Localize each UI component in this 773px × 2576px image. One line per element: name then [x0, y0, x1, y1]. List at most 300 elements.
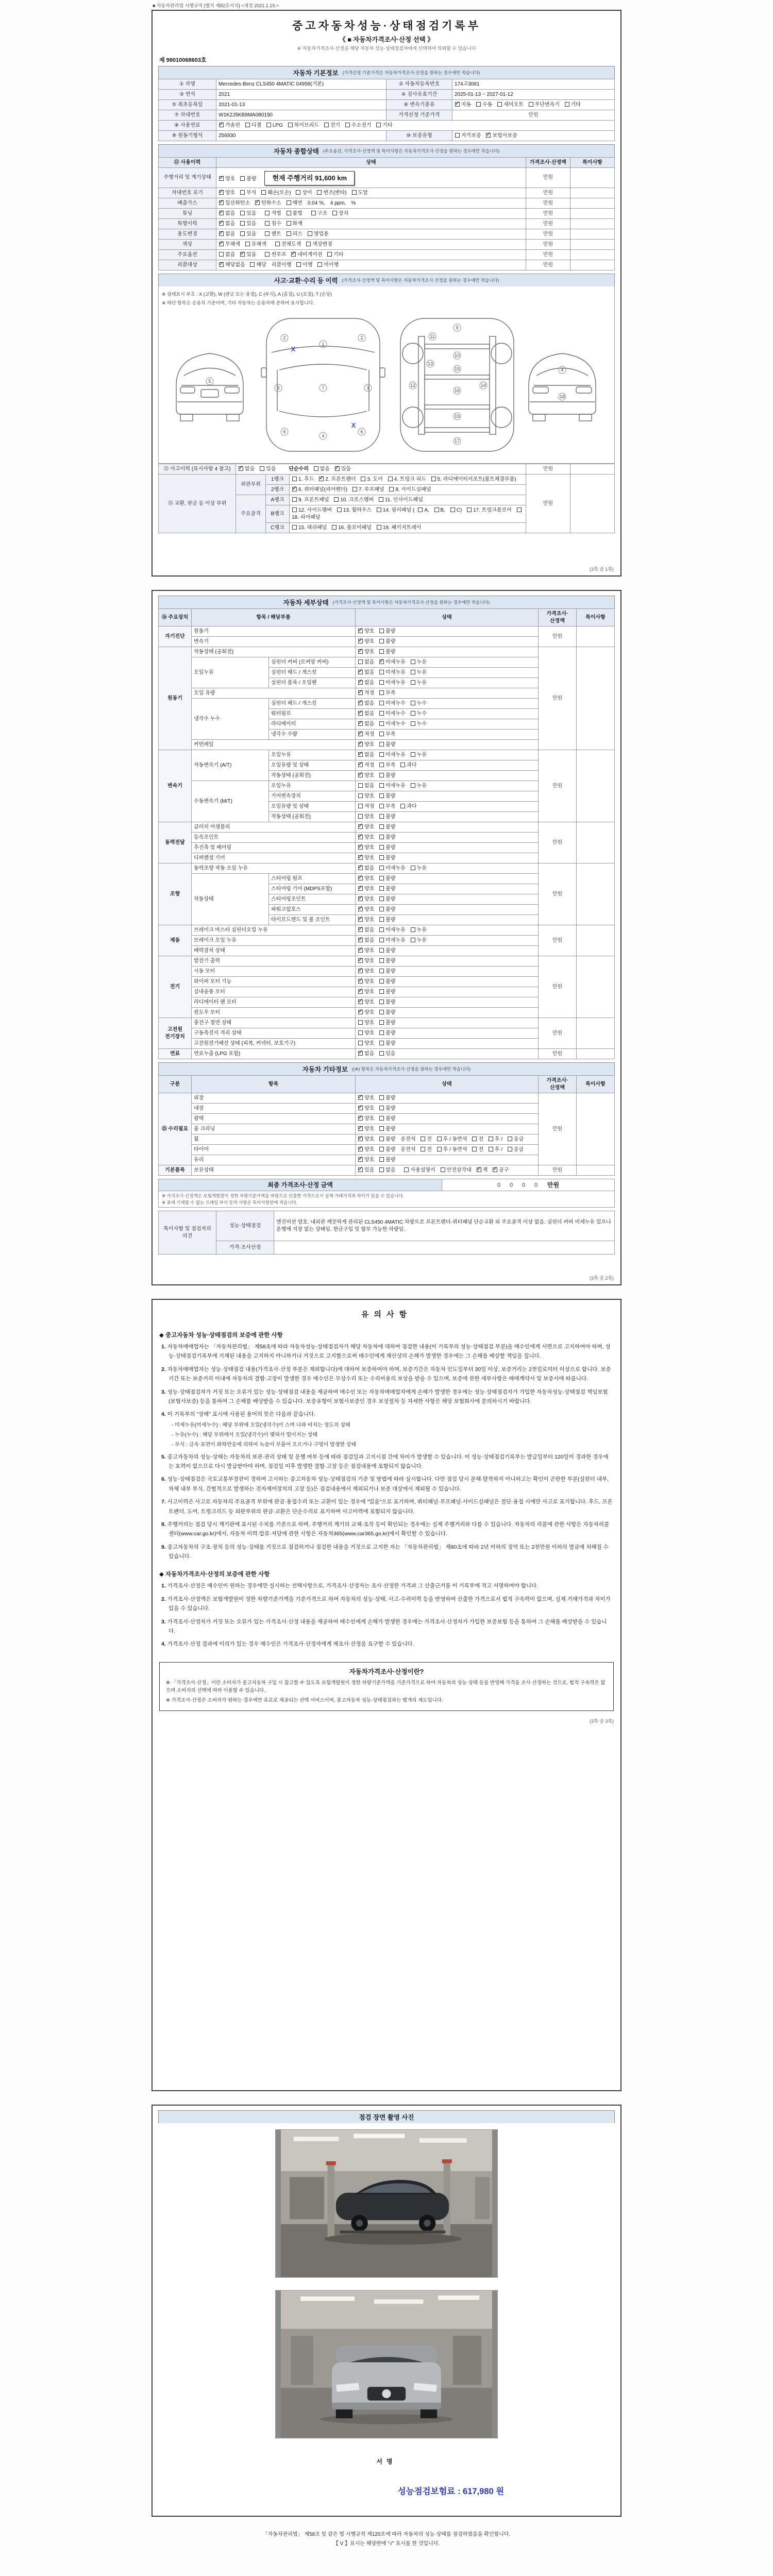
checkbox-unchecked[interactable] — [266, 123, 271, 127]
checkbox-unchecked[interactable] — [358, 814, 363, 819]
checkbox-unchecked[interactable] — [265, 231, 270, 236]
checkbox-unchecked[interactable] — [292, 507, 297, 512]
checkbox-checked[interactable] — [358, 999, 363, 1004]
checkbox-unchecked[interactable] — [411, 938, 415, 942]
checkbox-unchecked[interactable] — [379, 896, 384, 901]
checkbox-checked[interactable] — [358, 1116, 363, 1121]
checkbox-unchecked[interactable] — [250, 262, 255, 267]
svg-text:5: 5 — [208, 379, 211, 384]
car-name-label: ① 차명 — [159, 79, 216, 90]
checkbox-unchecked[interactable] — [292, 525, 297, 530]
status-cell: ✓ 양호 불량 — [356, 915, 539, 925]
checkbox-checked[interactable] — [358, 969, 363, 973]
checkbox-checked[interactable] — [358, 649, 363, 654]
checkbox-checked[interactable] — [292, 487, 297, 492]
checkbox-checked[interactable] — [219, 231, 224, 236]
checkbox-unchecked[interactable] — [411, 711, 415, 716]
checkbox-unchecked[interactable] — [358, 783, 363, 788]
checkbox-checked[interactable] — [219, 200, 224, 205]
page-marker: (3쪽 중 3쪽) — [589, 1718, 614, 1724]
inspection-photo-front — [275, 2290, 498, 2438]
rankA-items: 9. 프론트패널 10. 크로스멤버 11. 인사이드패널 — [290, 495, 526, 505]
checkbox-unchecked[interactable] — [265, 211, 270, 215]
checkbox-unchecked[interactable] — [455, 133, 460, 138]
checkbox-checked[interactable] — [291, 252, 296, 257]
note-cell — [577, 822, 615, 863]
checkbox-unchecked[interactable] — [376, 123, 381, 127]
note-text: 중고자동차의 구조·장치 등의 성능·상태를 거짓으로 점검하거나 점검한 내용을 거짓으로 고지한 자는 「자동차관리법」 제80조에 따라 2년 이하의 징역 또는 2천만원 이하의 벌금에 처해질 수 있습니다. — [167, 1544, 609, 1560]
notes-section1-title: ◆ 중고자동차 성능·상태점검의 보증에 관한 사항 — [159, 1332, 283, 1338]
opinion-table — [158, 1211, 615, 1255]
checkbox-unchecked[interactable] — [275, 242, 280, 246]
checkbox-unchecked[interactable] — [379, 907, 384, 911]
checkbox-checked[interactable] — [455, 102, 460, 107]
checkbox-unchecked[interactable] — [219, 252, 224, 257]
note-item: 4. 가격조사·산정 결과에 이의가 있는 경우 매수인은 가격조사·산정자에게 재조사·산정을 요구할 수 있습니다. — [161, 1641, 414, 1648]
checkbox-unchecked[interactable] — [379, 773, 384, 777]
checkbox-unchecked[interactable] — [240, 190, 245, 195]
checkbox-checked[interactable] — [219, 211, 224, 215]
checkbox-unchecked[interactable] — [311, 211, 316, 215]
item-label: 보유상태 — [192, 1165, 356, 1176]
checkbox-unchecked[interactable] — [379, 1167, 384, 1172]
checkbox-unchecked[interactable] — [411, 680, 415, 685]
svg-text:12: 12 — [410, 383, 416, 388]
checkbox-unchecked[interactable] — [379, 649, 384, 654]
checkbox-unchecked[interactable] — [327, 252, 332, 257]
checkbox-unchecked[interactable] — [379, 845, 384, 850]
base-price-label: 가격산정 기준가격 — [386, 110, 452, 121]
checkbox-checked[interactable] — [493, 1167, 497, 1172]
checkbox-unchecked[interactable] — [379, 1051, 384, 1056]
checkbox-unchecked[interactable] — [379, 1041, 384, 1045]
checkbox-unchecked[interactable] — [379, 701, 384, 705]
checkbox-checked[interactable] — [219, 221, 224, 226]
checkbox-unchecked[interactable] — [489, 1147, 493, 1151]
checkbox-checked[interactable] — [358, 958, 363, 963]
price-cell: 만원 — [539, 647, 577, 750]
checkbox-unchecked[interactable] — [411, 670, 415, 674]
checkbox-checked[interactable] — [358, 670, 363, 674]
checkbox-unchecked[interactable] — [411, 927, 415, 932]
checkbox-unchecked[interactable] — [377, 507, 381, 512]
checkbox-unchecked[interactable] — [260, 466, 264, 471]
svg-text:18: 18 — [559, 394, 565, 400]
page-marker: (3쪽 중 1쪽) — [589, 567, 614, 572]
checkbox-unchecked[interactable] — [379, 886, 384, 891]
checkbox-unchecked[interactable] — [450, 507, 455, 512]
item-label: 디퍼렌셜 기어 — [192, 853, 356, 863]
checkbox-checked[interactable] — [358, 1157, 363, 1162]
checkbox-unchecked[interactable] — [379, 711, 384, 716]
checkbox-unchecked[interactable] — [476, 102, 481, 107]
note-cell — [570, 188, 615, 198]
item-label: 배력장치 상태 — [192, 946, 356, 956]
checkbox-unchecked[interactable] — [411, 659, 415, 664]
col-device: ⑭ 주요장치 — [159, 609, 192, 626]
device-row — [159, 626, 615, 637]
status-cell: ✓ 없음 미세누수 누수 — [356, 699, 539, 709]
status-cell: ✓ 적정 부족 과다 — [356, 760, 539, 771]
checkbox-checked[interactable] — [219, 176, 224, 181]
checkbox-checked[interactable] — [240, 252, 245, 257]
subitem-label: 오일누유 — [269, 750, 356, 760]
checkbox-unchecked[interactable] — [352, 487, 357, 492]
status-cell: ✓ 양호 불량 — [356, 1114, 539, 1124]
checkbox-unchecked[interactable] — [508, 1137, 512, 1141]
checkbox-unchecked[interactable] — [421, 1137, 425, 1141]
device-row — [159, 822, 615, 833]
checkbox-checked[interactable] — [358, 701, 363, 705]
checkbox-unchecked[interactable] — [332, 211, 337, 215]
checkbox-unchecked[interactable] — [379, 793, 384, 798]
item-label: 내장 — [192, 1104, 356, 1114]
subitem-label: 냉각수 수량 — [269, 730, 356, 740]
item-label: 연료누출 (LPG 포함) — [192, 1049, 356, 1059]
checkbox-checked[interactable] — [219, 262, 224, 267]
checkbox-unchecked[interactable] — [317, 190, 322, 195]
checkbox-unchecked[interactable] — [288, 123, 293, 127]
item-label: 실내송풍 모터 — [192, 987, 356, 997]
item-label: 브레이크 오일 누유 — [192, 936, 356, 946]
note-text: 이 기록부의 "상태" 표시에 사용된 용어의 뜻은 다음과 같습니다. — [167, 1411, 316, 1418]
checkbox-unchecked[interactable] — [421, 1147, 425, 1151]
checkbox-unchecked[interactable] — [324, 123, 329, 127]
inspection-photo-lift — [275, 2129, 498, 2278]
overall-row — [159, 188, 615, 198]
checkbox-unchecked[interactable] — [358, 1020, 363, 1025]
checkbox-unchecked[interactable] — [337, 507, 342, 512]
svg-text:15: 15 — [454, 366, 460, 372]
checkbox-unchecked[interactable] — [240, 221, 245, 226]
checkbox-checked[interactable] — [358, 855, 363, 860]
note-item: 3. 가격조사·산정자가 거짓 또는 오류가 있는 가격조사·산정 내용을 제공하여 매수인에게 손해가 발생한 경우에는 가격조사·산정자가 가입한 보증보험 등을 통하여 그 손해를 배상받을 수 있습니다. — [161, 1618, 607, 1634]
checkbox-checked[interactable] — [358, 917, 363, 922]
checkbox-unchecked[interactable] — [441, 1167, 445, 1172]
checkbox-unchecked[interactable] — [379, 721, 384, 726]
checkbox-unchecked[interactable] — [411, 752, 415, 757]
checkbox-unchecked[interactable] — [489, 1137, 493, 1141]
checkbox-unchecked[interactable] — [472, 1137, 477, 1141]
checkbox-checked[interactable] — [358, 886, 363, 891]
checkbox-unchecked[interactable] — [292, 497, 297, 502]
col-price: 가격조사·산정액 — [526, 158, 570, 168]
checkbox-unchecked[interactable] — [240, 211, 245, 215]
checkbox-checked[interactable] — [219, 242, 224, 246]
device-row — [159, 1049, 615, 1059]
checkbox-checked[interactable] — [358, 979, 363, 984]
col-price: 가격조사·산정액 — [539, 1076, 577, 1093]
checkbox-unchecked[interactable] — [379, 732, 384, 736]
checkbox-unchecked[interactable] — [517, 507, 522, 512]
checkbox-unchecked[interactable] — [377, 525, 381, 530]
vin-value: W1K2J5KB9MA080190 — [216, 110, 386, 121]
checkbox-unchecked[interactable] — [379, 1030, 384, 1035]
checkbox-unchecked[interactable] — [287, 221, 291, 226]
checkbox-unchecked[interactable] — [358, 1030, 363, 1035]
checkbox-unchecked[interactable] — [379, 783, 384, 788]
checkbox-checked[interactable] — [379, 659, 384, 664]
checkbox-unchecked[interactable] — [358, 793, 363, 798]
checkbox-unchecked[interactable] — [497, 102, 502, 107]
checkbox-checked[interactable] — [358, 1126, 363, 1131]
checkbox-unchecked[interactable] — [379, 989, 384, 994]
checkbox-unchecked[interactable] — [379, 824, 384, 829]
checkbox-checked[interactable] — [358, 690, 363, 695]
svg-text:7: 7 — [322, 385, 325, 391]
subitem-label: 파워고압호스 — [269, 905, 356, 915]
checkbox-checked[interactable] — [335, 466, 340, 471]
status-cell: ✓ 있음 없음 사용설명서 안전삼각대 ✓잭 ✓공구 — [356, 1165, 539, 1176]
checkbox-unchecked[interactable] — [400, 804, 405, 808]
status-cell: 양호 불량 — [356, 812, 539, 822]
checkbox-unchecked[interactable] — [240, 231, 245, 236]
checkbox-unchecked[interactable] — [379, 866, 384, 870]
checkbox-checked[interactable] — [358, 1051, 363, 1056]
checkbox-unchecked[interactable] — [431, 477, 436, 481]
checkbox-unchecked[interactable] — [379, 1095, 384, 1100]
checkbox-unchecked[interactable] — [240, 176, 245, 181]
checkbox-unchecked[interactable] — [565, 102, 569, 107]
checkbox-unchecked[interactable] — [437, 1147, 442, 1151]
checkbox-checked[interactable] — [358, 639, 363, 643]
checkbox-checked[interactable] — [358, 773, 363, 777]
overall-note: (주요옵션, 가격조사·산정액 및 특이사항은 자동차가격조사·산정을 원하는 경우에만 적습니다) — [323, 148, 500, 154]
checkbox-checked[interactable] — [486, 133, 491, 138]
checkbox-checked[interactable] — [358, 876, 363, 880]
document — [152, 0, 621, 2548]
checkbox-unchecked[interactable] — [379, 1157, 384, 1162]
checkbox-checked[interactable] — [358, 762, 363, 767]
opinion-row1-label: 성능·상태점검 — [216, 1211, 274, 1241]
status-cell: ✓ 없음 미세누유 누유 — [356, 750, 539, 760]
status-cell: ✓ 양호 불량 — [356, 1104, 539, 1114]
price-cell: 만원 — [539, 956, 577, 1018]
checkbox-unchecked[interactable] — [358, 659, 363, 664]
checkbox-unchecked[interactable] — [379, 752, 384, 757]
checkbox-unchecked[interactable] — [265, 252, 270, 257]
checkbox-unchecked[interactable] — [411, 866, 415, 870]
checkbox-unchecked[interactable] — [334, 497, 339, 502]
inspection-insurance-fee — [223, 2484, 679, 2497]
note-item: 5. 중고자동차의 성능·상태는 자동차의 보관·관리 상태 및 운행 여부 등에 따라 점검일과 고지시점 간에 차이가 발생할 수 있습니다. 이 성능·상태점검기록부는 발급일부터 120일이 경과한 경우에는 효력이 없으므로 다시 발급받아야 하며, 점검일 이후 발생한 결함·고장 등은 점검내용에 포함되지 않습니다. — [161, 1453, 609, 1469]
checkbox-unchecked[interactable] — [379, 680, 384, 685]
item-label: 커먼레일 — [192, 740, 356, 750]
checkbox-unchecked[interactable] — [287, 200, 291, 205]
checkbox-unchecked[interactable] — [287, 211, 291, 215]
checkbox-unchecked[interactable] — [418, 507, 423, 512]
checkbox-unchecked[interactable] — [379, 876, 384, 880]
checkbox-unchecked[interactable] — [529, 102, 533, 107]
checkbox-unchecked[interactable] — [379, 979, 384, 984]
checkbox-unchecked[interactable] — [379, 958, 384, 963]
checkbox-unchecked[interactable] — [379, 670, 384, 674]
subitem-label: 실린더 커버 (로커암 커버) — [269, 657, 356, 668]
checkbox-checked[interactable] — [358, 948, 363, 953]
checkbox-unchecked[interactable] — [400, 762, 405, 767]
checkbox-unchecked[interactable] — [379, 938, 384, 942]
item-label: 작동상태 (공회전) — [192, 647, 356, 657]
item-label: 동력조향 작동 오일 누유 — [192, 863, 356, 874]
checkbox-unchecked[interactable] — [404, 1167, 409, 1172]
checkbox-unchecked[interactable] — [379, 917, 384, 922]
checkbox-unchecked[interactable] — [358, 1041, 363, 1045]
item-label: 오일누유 — [192, 657, 269, 688]
page-subtitle: 《 ■ 자동차가격조사·산정 선택 》 — [339, 36, 434, 43]
accident-history-status — [236, 464, 526, 474]
checkbox-unchecked[interactable] — [379, 814, 384, 819]
checkbox-unchecked[interactable] — [265, 221, 270, 226]
subitem-label: 스티어링조인트 — [269, 894, 356, 905]
checkbox-unchecked[interactable] — [379, 497, 383, 502]
checkbox-unchecked[interactable] — [292, 477, 297, 481]
checkbox-unchecked[interactable] — [472, 1147, 477, 1151]
status-cell: ✓ 없음 있음 — [356, 1049, 539, 1059]
checkbox-unchecked[interactable] — [287, 231, 291, 236]
basic-info-header — [158, 66, 615, 79]
checkbox-unchecked[interactable] — [245, 123, 250, 127]
checkbox-unchecked[interactable] — [261, 190, 266, 195]
checkbox-checked[interactable] — [219, 190, 224, 195]
checkbox-unchecked[interactable] — [358, 804, 363, 808]
checkbox-checked[interactable] — [358, 845, 363, 850]
checkbox-unchecked[interactable] — [379, 999, 384, 1004]
checkbox-unchecked[interactable] — [379, 948, 384, 953]
item-label: 추진축 및 베어링 — [192, 843, 356, 853]
checkbox-checked[interactable] — [358, 866, 363, 870]
checkbox-checked[interactable] — [358, 938, 363, 942]
checkbox-checked[interactable] — [358, 721, 363, 726]
checkbox-unchecked[interactable] — [508, 1147, 512, 1151]
checkbox-unchecked[interactable] — [379, 629, 384, 633]
checkbox-unchecked[interactable] — [296, 190, 300, 195]
checkbox-unchecked[interactable] — [296, 262, 301, 267]
checkbox-unchecked[interactable] — [379, 855, 384, 860]
checkbox-unchecked[interactable] — [306, 242, 311, 246]
checkbox-checked[interactable] — [358, 732, 363, 736]
rankA-label: A랭크 — [266, 495, 290, 505]
checkbox-unchecked[interactable] — [434, 507, 439, 512]
checkbox-unchecked[interactable] — [317, 262, 322, 267]
etc-title: 자동차 기타정보 — [302, 1066, 348, 1073]
note-item: 6. 성능·상태점검은 국토교통부장관이 정하여 고시하는 중고자동차 성능·상태점검의 기준 및 방법에 따라 실시합니다. 다만 점검 당시 분해·탈착하지 아니하고는 확인이 곤란한 부분(실린더 내부, 차체 내부 부식, 간헐적으로 발생하는 전자제어장치의 고장 등)은 점검내용에서 제외되거나 보증 대상에서 제외될 수 있습니다. — [161, 1476, 609, 1492]
checkbox-checked[interactable] — [358, 1137, 363, 1141]
note-subitem: - 누유(누수) : 해당 부위에서 오일(냉각수)이 맺혀서 떨어지는 상태 — [172, 1432, 318, 1438]
note-cell — [570, 209, 615, 219]
final-price-label: 최종 가격조사·산정 금액 — [159, 1179, 442, 1191]
usage-item-status: ✓ 해당없음 해당 리콜이행 이행 미이행 — [216, 260, 526, 270]
checkbox-checked[interactable] — [358, 835, 363, 839]
opinion-row — [159, 1241, 615, 1255]
checkbox-checked[interactable] — [358, 752, 363, 757]
checkbox-unchecked[interactable] — [411, 783, 415, 788]
note-cell — [570, 198, 615, 209]
checkbox-checked[interactable] — [358, 907, 363, 911]
svg-text:3: 3 — [277, 385, 280, 391]
checkbox-unchecked[interactable] — [437, 1137, 442, 1141]
status-cell: ✓ 양호 불량 — [356, 997, 539, 1008]
checkbox-checked[interactable] — [239, 466, 243, 471]
checkbox-unchecked[interactable] — [379, 742, 384, 747]
checkbox-checked[interactable] — [358, 824, 363, 829]
checkbox-unchecked[interactable] — [379, 927, 384, 932]
checkbox-checked[interactable] — [358, 1010, 363, 1014]
checkbox-unchecked[interactable] — [379, 1010, 384, 1014]
checkbox-unchecked[interactable] — [361, 477, 365, 481]
checkbox-checked[interactable] — [358, 680, 363, 685]
checkbox-checked[interactable] — [219, 123, 224, 127]
checkbox-unchecked[interactable] — [379, 762, 384, 767]
notes-list-2 — [158, 1581, 615, 1652]
checkbox-unchecked[interactable] — [332, 525, 337, 530]
checkbox-unchecked[interactable] — [379, 1020, 384, 1025]
note-item: 8. 주행거리는 점검 당시 계기판에 표시된 수치를 기준으로 하며, 주행거리 계기의 교체·조작 등이 확인되는 경우에는 실제 주행거리와 다를 수 있습니다. 자동차의 리콜에 관한 사항은 자동차리콜센터(www.car.go.kr)에서, 자동차 이력·압류·저당에 관한 사항은 자동차365(www.car365.go.kr)에서 확인할 수 있습니다. — [161, 1521, 610, 1537]
notes-list-1 — [158, 1342, 615, 1565]
checkbox-unchecked[interactable] — [379, 804, 384, 808]
checkbox-unchecked[interactable] — [411, 721, 415, 726]
final-note-2: ※ 표에 기재할 수 없는 프레임 부식 등의 사항은 특이사항란에 적습니다. — [162, 1199, 298, 1205]
checkbox-unchecked[interactable] — [379, 969, 384, 973]
checkbox-checked[interactable] — [358, 1167, 363, 1172]
price-cell: 만원 — [539, 626, 577, 647]
checkbox-checked[interactable] — [358, 1147, 363, 1151]
checkbox-unchecked[interactable] — [379, 1106, 384, 1110]
checkbox-unchecked[interactable] — [345, 123, 350, 127]
checkbox-unchecked[interactable] — [467, 507, 472, 512]
sheet-2 — [152, 590, 621, 1285]
checkbox-unchecked[interactable] — [389, 487, 394, 492]
note-cell — [570, 168, 615, 188]
checkbox-unchecked[interactable] — [379, 690, 384, 695]
checkbox-checked[interactable] — [358, 629, 363, 633]
checkbox-checked[interactable] — [358, 1095, 363, 1100]
checkbox-checked[interactable] — [319, 477, 324, 481]
checkbox-unchecked[interactable] — [379, 1137, 384, 1141]
checkbox-checked[interactable] — [358, 1106, 363, 1110]
checkbox-unchecked[interactable] — [245, 242, 250, 246]
photos-title: 점검 장면 촬영 사진 — [359, 2114, 414, 2121]
usage-item-label: 특별이력 — [159, 219, 216, 229]
checkbox-unchecked[interactable] — [314, 466, 318, 471]
checkbox-checked[interactable] — [358, 989, 363, 994]
checkbox-unchecked[interactable] — [411, 701, 415, 705]
device-group-label: 동력전달 — [159, 822, 192, 863]
subitem-label: 오일누유 — [269, 781, 356, 791]
checkbox-unchecked[interactable] — [352, 190, 357, 195]
item-label: 윈도우 모터 — [192, 1008, 356, 1018]
checkbox-unchecked[interactable] — [379, 1126, 384, 1131]
checkbox-unchecked[interactable] — [379, 639, 384, 643]
checkbox-unchecked[interactable] — [379, 835, 384, 839]
svg-text:9: 9 — [456, 325, 459, 331]
checkbox-unchecked[interactable] — [388, 477, 393, 481]
checkbox-checked[interactable] — [358, 711, 363, 716]
checkbox-unchecked[interactable] — [379, 1147, 384, 1151]
status-cell: ✓ 양호 불량 — [356, 874, 539, 884]
item-label: 유리 — [192, 1155, 356, 1165]
checkbox-checked[interactable] — [358, 742, 363, 747]
checkbox-unchecked[interactable] — [379, 1116, 384, 1121]
checkbox-checked[interactable] — [358, 927, 363, 932]
table-header-row — [159, 158, 615, 168]
checkbox-checked[interactable] — [477, 1167, 481, 1172]
checkbox-unchecked[interactable] — [308, 231, 312, 236]
table-header-row — [159, 609, 615, 626]
checkbox-checked[interactable] — [358, 896, 363, 901]
checkbox-checked[interactable] — [255, 200, 260, 205]
svg-text:13: 13 — [427, 361, 433, 367]
device-row — [159, 1018, 615, 1028]
